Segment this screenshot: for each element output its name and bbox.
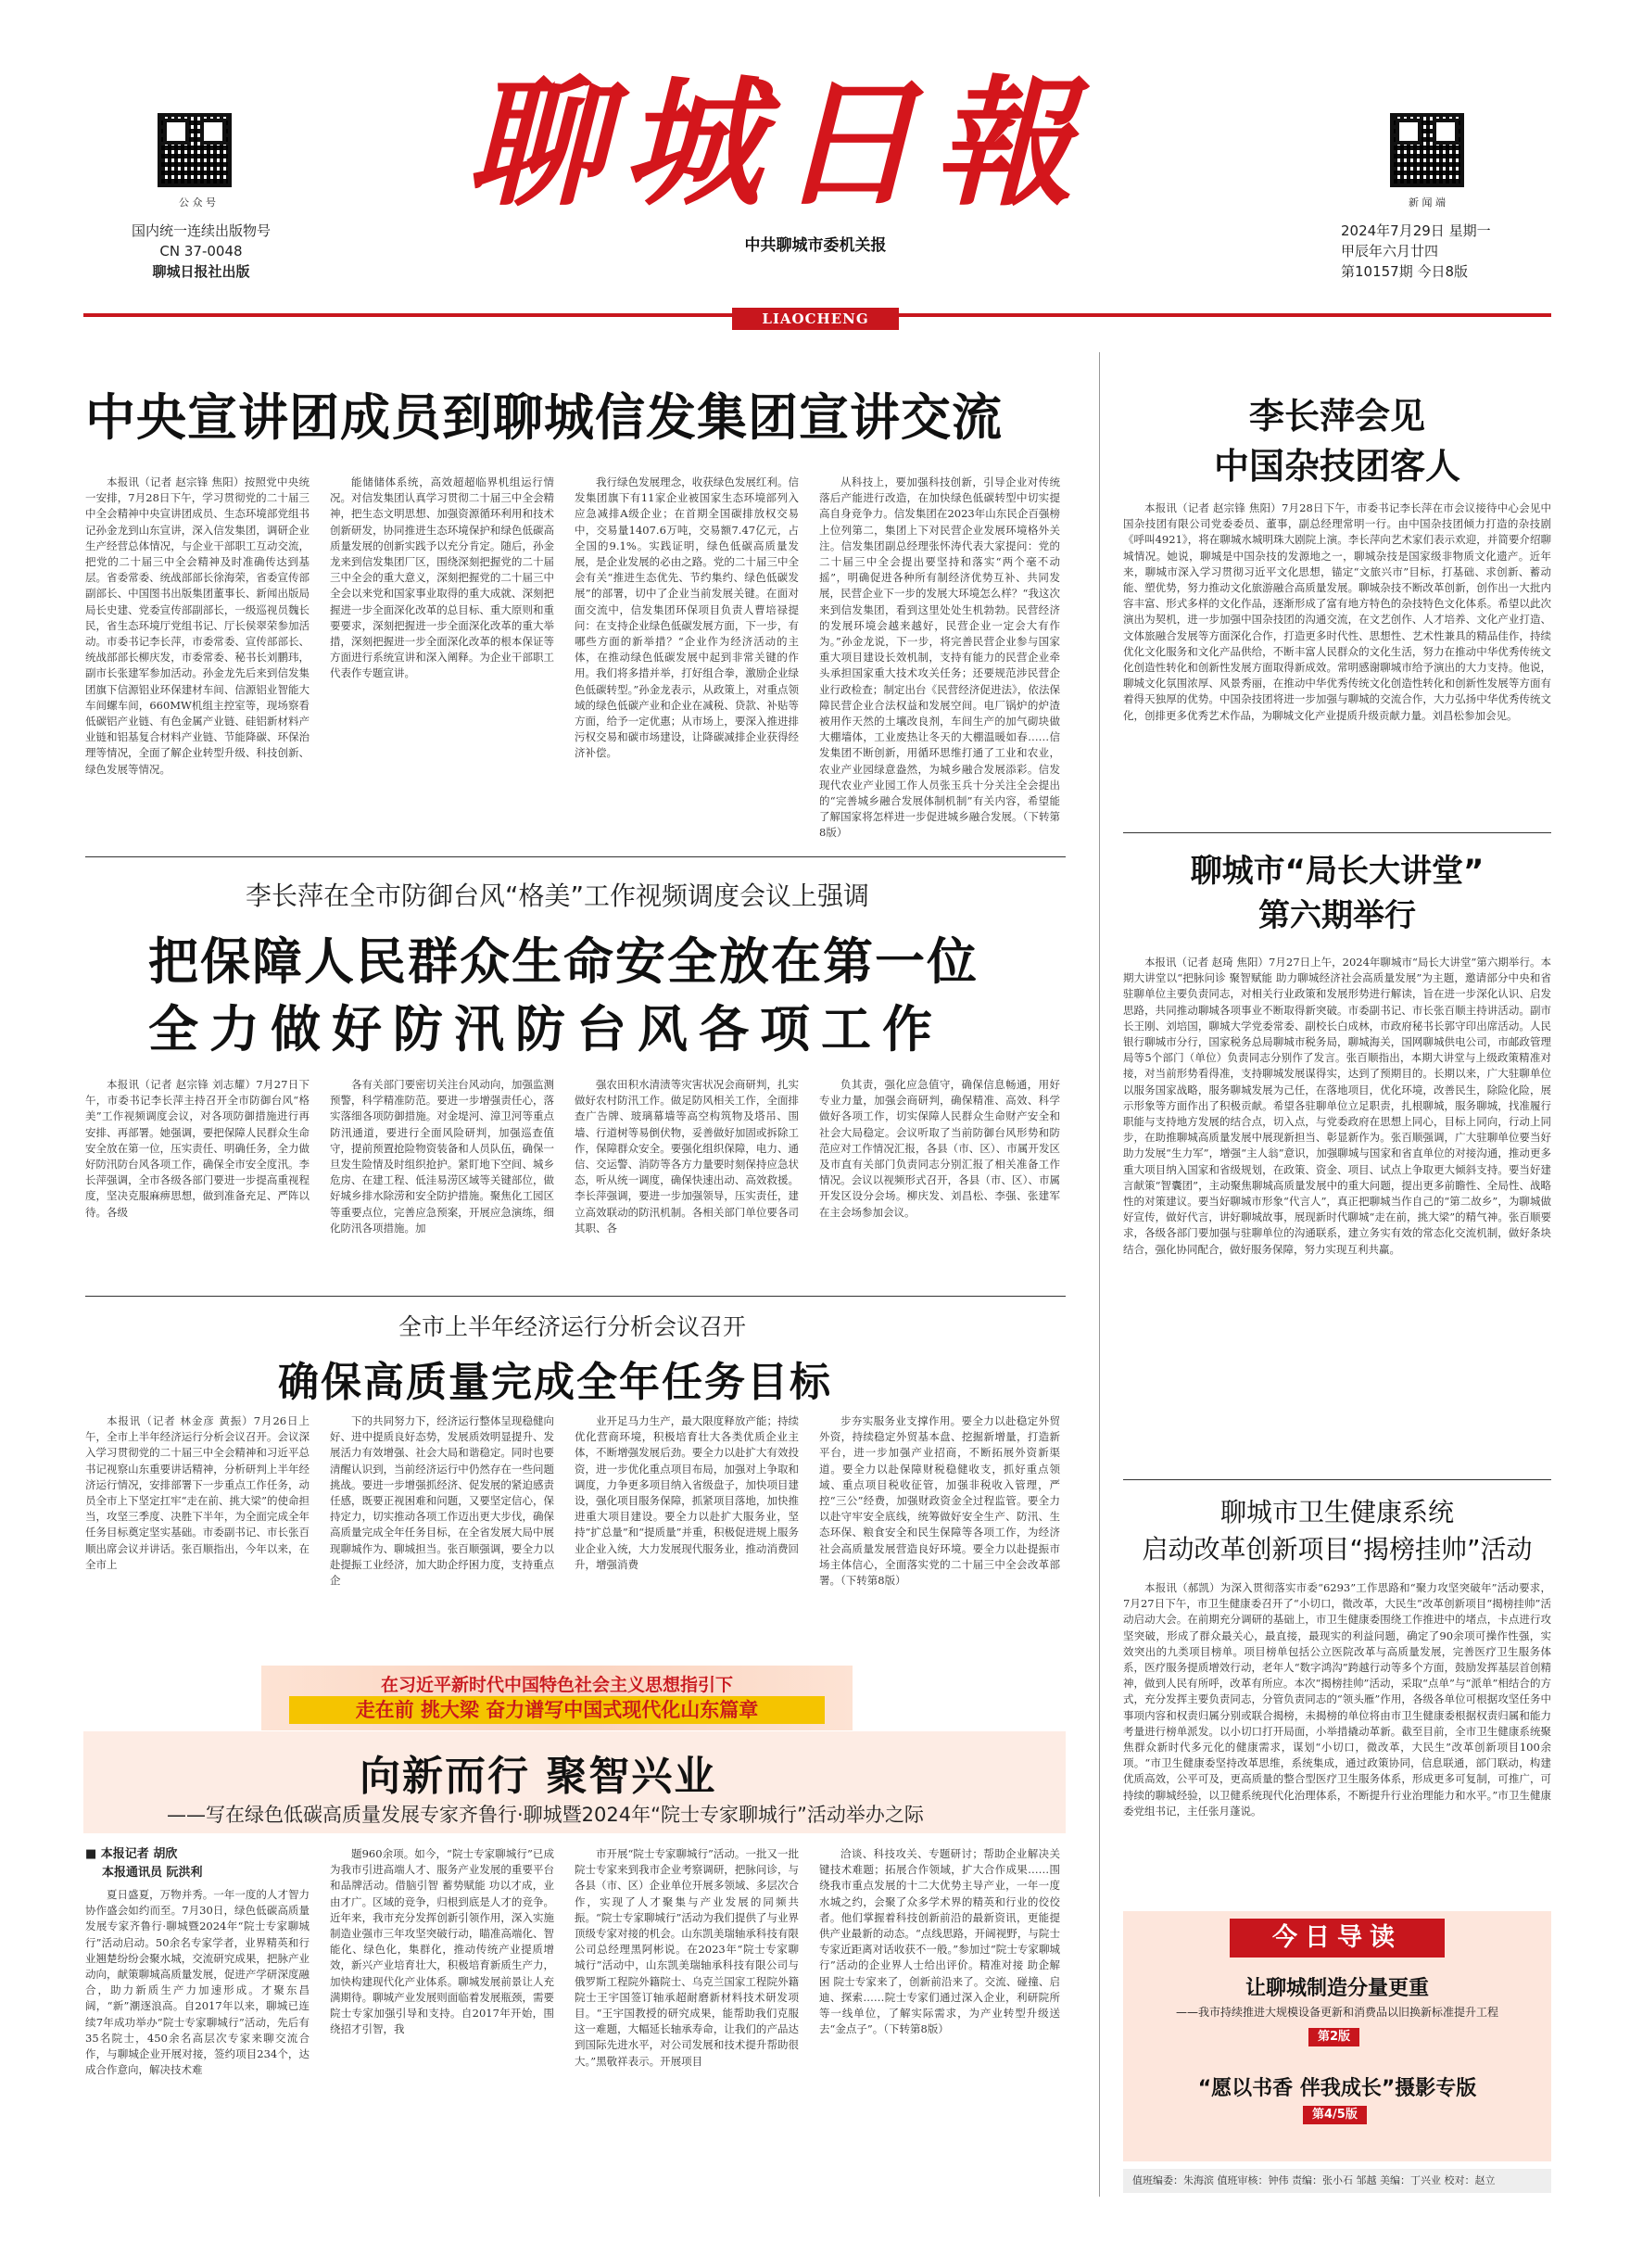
theme-banner: [261, 1666, 853, 1730]
column-divider: [1099, 352, 1100, 2197]
a1-col-3: 我行绿色发展理念，收获绿色发展红利。信发集团旗下有11家企业被国家生态环境部列入应急减排A级企业；在首期全国碳排放权交易中，交易量1407.6万吨，交易额7.47亿元，占全国的9.1%。实践证明，绿色低碳高质量发展，是企业发展的必由之路。党的二十届三中全会有关“推进生态优先、节约集约、绿色低碳发展”的部署，切中了企业当前发展关键。在面对面交流中，信发集团环保项目负责人曹培禄提问：在支持企业绿色低碳发展方面，下一步，有哪些方面的新举措？“企业作为经济活动的主体，在推动绿色低碳发展中起到非常关键的作用。我们将多措并举，打好组合拳，激励企业绿色低碳转型。”孙金龙表示，从政策上，对重点领域的绿色低碳产业和企业在减税、贷款、补贴等方面，给予一定优惠；从市场上，要深入推进排污权交易和碳市场建设，让降碳减排企业获得经济补偿。: [575, 475, 799, 760]
a2-body: 本报讯（记者 赵宗锋 焦阳）7月28日下午，市委书记李长萍在市会议接待中心会见中国杂技团有限公司党委委员、董事，副总经理常明一行。由中国杂技团倾力打造的杂技剧《呼叫4921》，将在聊城水城明珠大剧院上演。李长萍向艺术家们表示欢迎，并简要介绍聊城情况。她说，聊城是中国杂技的发源地之一，聊城杂技是国家级非物质文化遗产。近年来，聊城市深入学习贯彻习近平文化思想，锚定“文旅兴市”目标，打基础、求创新、蓄动能、塑优势，努力推动文化旅游融合高质量发展。聊城杂技不断改革创新，创作出一大批内容丰富、形式多样的文化作品，逐渐形成了富有地方特色的杂技特色文化体系。希望以此次演出为契机，进一步加强中国杂技团的沟通交流，在文艺创作、人才培养、文化产业打造、文体旅融合发展等方面深化合作，打造更多时代性、思想性、艺术性兼具的精品佳作，持续优化文化服务和文化产品供给，不断丰富人民群众的文化生活，努力在推动中华优秀传统文化创造性转化和创新性发展方面取得新成效。常明感谢聊城市给予演出的大力支持。他说，聊城文化氛围浓厚、风景秀丽，在推动中华优秀传统文化创造性转化和创新性发展等方面有着得天独厚的优势。中国杂技团将进一步加强与聊城的交流合作，大力弘扬中华优秀传统文化，创排更多优秀艺术作品，为聊城文化产业提质升级贡献力量。刘昌松参加会见。: [1123, 501, 1551, 722]
qr-code-right: [1390, 113, 1464, 187]
guide-item-1-subtitle: ——我市持续推进大规模设备更新和消费品以旧换新标准提升工程: [1175, 2006, 1498, 2019]
divider: [1123, 1479, 1551, 1480]
publisher: 聊城日报社出版: [152, 263, 250, 280]
a7-headline-1: 聊城市卫生健康系统: [1219, 1497, 1454, 1527]
guide-item-2-page[interactable]: 第4/5版: [1303, 2106, 1367, 2124]
masthead-subtitle: 中共聊城市委机关报: [744, 236, 887, 255]
a3-col-1: 本报讯（记者 赵宗锋 刘志耀）7月27日下午，市委书记李长萍主持召开全市防御台风“格美”工作视频调度会议，对各项防御措施进行再安排、再部署。她强调，要把保障人民群众生命安全放在第一位，压实责任、明确任务，全力做好防汛防台风各项工作，确保全市安全度汛。李长萍强调，全市各级各部门要进一步提高重视程度，坚决克服麻痹思想，做到准备充足、严阵以待。各级: [85, 1078, 310, 1219]
a5-byline-1: ■ 本报记者 胡欣: [85, 1847, 178, 1861]
divider: [85, 1296, 1066, 1297]
qr-code-left: [158, 113, 232, 187]
a5-col-2: 题960余项。如今，“院士专家聊城行”已成为我市引进高端人才、服务产业发展的重要平台和品牌活动。借脑引智 蓄势赋能 功以才成，业由才广。区域的竞争，归根到底是人才的竞争。近年来，我市充分发挥创新引领作用，深入实施制造业强市三年攻坚突破行动，瞄准高端化、智能化、绿色化，集群化，推动传统产业提质增效，新兴产业培育壮大，积极培育新质生产力，加快构建现代化产业体系。聊城发展前景让人充满期待。聊城产业发展则面临着发展瓶颈，需要院士专家加强引导和支持。自2017年开始，围绕招才引智，我: [330, 1847, 554, 2036]
guide-item-2-title[interactable]: “愿以书香 伴我成长”摄影专版: [1197, 2077, 1477, 2100]
a5-col-1: 夏日盛夏，万物并秀。一年一度的人才智力协作盛会如约而至。7月30日，绿色低碳高质量发展专家齐鲁行·聊城暨2024年“院士专家聊城行”活动启动。50余名专家学者，业界精英和行业翘楚纷纷会聚水城，交流研究成果，把脉产业动向，献策聊城高质量发展，促进产学研深度融合，助力新质生产力加速形成。才聚东昌阔，“新”潮逐浪高。自2017年以来，聊城已连续7年成功举办“院士专家聊城行”活动，先后有35名院士，450余名高层次专家来聊交流合作，与聊城企业开展对接，签约项目234个，达成合作意向，解决技术难: [85, 1888, 310, 2077]
a1-col-1: 本报讯（记者 赵宗锋 焦阳）按照党中央统一安排，7月28日下午，学习贯彻党的二十届三中全会精神中央宣讲团成员、生态环境部党组书记孙金龙到山东宣讲，深入信发集团，调研企业生产经营总体情况，与企业干部职工互动交流，把党的二十届三中全会精神及时准确传达到基层。省委常委、统战部部长徐海荣，省委宣传部副部长、中国图书出版集团董事长、新闻出版局局长史建、党委宣传部副部长，一级巡视员魏长民，省生态环境厅党组书记、厅长侯翠荣参加活动。市委书记李长萍，市委常委、宣传部部长、统战部部长柳庆发，市委常委、秘书长刘鹏玮，副市长张建军参加活动。孙金龙先后来到信发集团旗下信源铝业环保建材车间、信源铝业智能大车间螺车间，660MW机组主控室等，现场察看低碳铝产业链、有色金属产业链、硅铝新材料产业链和铝基复合材料产业链、节能降碳、环保治理等情况，全面了解企业转型升级、科技创新、绿色发展等情况。: [85, 475, 310, 776]
guide-item-1-page[interactable]: 第2版: [1308, 2028, 1359, 2046]
divider: [85, 856, 1066, 857]
a5-col-3: 市开展“院士专家聊城行”活动。一批又一批院士专家来到我市企业考察调研，把脉问诊，与各县（市、区）企业单位开展多领域、多层次合作，实现了人才聚集与产业发展的同频共振。“院士专家聊城行”活动为我们提供了与业界顶级专家对接的机会。山东凯美瑞轴承科技有限公司总经理黑阿彬说。在2023年“院士专家聊城行”活动中，山东凯美瑞轴承科技有限公司与俄罗斯工程院外籍院士、乌克兰国家工程院外籍院士王宇国签订轴承超耐磨新材料技术研发项目。“王宇国教授的研究成果，能帮助我们克服这一难题，大幅延长轴承寿命，让我们的产品达到国际先进水平，对公司发展和技术提升帮助很大。”黑敬祥表示。开展项目: [575, 1847, 799, 2068]
a1-col-4: 从科技上，要加强科技创新，引导企业对传统落后产能进行改造，在加快绿色低碳转型中切实提高自身竞争力。信发集团在2023年山东民企百强榜上位列第二，集团上下对民营企业发展环境格外关注。信发集团副总经理张怀涛代表大家提问：党的二十届三中全会提出要坚持和落实“两个毫不动摇”，明确促进各种所有制经济优势互补、共同发展，民营企业下一步的发展大环境怎么样？“我这次来到信发集团，看到这里处处生机勃勃。民营经济的发展环境会越来越好，民营企业一定会大有作为。”孙金龙说，下一步，将完善民营企业参与国家重大项目建设长效机制，支持有能力的民营企业牵头承担国家重大技术攻关任务；还要规范涉民营企业行政检查；制定出台《民营经济促进法》，依法保障民营企业合法权益和发展空间。电厂锅炉的炉渣被用作天然的土壤改良剂，车间生产的加气砌块做大棚墙体，工业废热让冬天的大棚温暖如春……信发集团不断创新，用循环思维打通了工业和农业，农业产业园绿意盎然，为城乡融合发展添彩。信发现代农业产业园工作人员张玉兵十分关注全会提出的“完善城乡融合发展体制机制”有关内容，希望能了解国家将怎样进一步促进城乡融合发展。（下转第8版）: [819, 475, 1060, 840]
todays-guide: [1123, 1911, 1551, 2161]
divider: [1123, 832, 1551, 833]
a4-col-3: 业开足马力生产，最大限度释放产能；持续优化营商环境，积极培育壮大各类优质企业主体，不断增强发展后劲。要全力以赴扩大有效投资，进一步优化重点项目布局，加强对上争取和调度，力争更多项目纳入省级盘子，加快项目建设，强化项目服务保障，抓紧项目落地，加快推进重大项目建设。要全力以赴扩大服务业，坚持“扩总量”和“提质量”并重，积极促进规上服务业企业入统，大力发展现代服务业，推动消费回升，增强消费: [575, 1414, 799, 1571]
a1-col-2: 能储储体系统，高效超超临界机组运行情况。对信发集团认真学习贯彻二十届三中全会精神，把生态文明思想、加强资源循环利用和技术创新研发，协同推进生态环境保护和绿色低碳高质量发展的创新实践予以充分肯定。随后，孙金龙来到信发集团厂区，围绕深刻把握党的二十届三中全会的重大意义，深刻把握党的二十届三中全会以来党和国家事业取得的重大成就、深刻把握进一步全面深化改革的总目标、重大原则和重要要求，深刻把握进一步全面深化改革的重大举措，深刻把握进一步全面深化改革的根本保证等方面进行系统宣讲和深入阐释。为企业干部职工代表作专题宣讲。: [330, 475, 554, 680]
issue-number: 第10157期 今日8版: [1341, 263, 1469, 280]
a6-headline-2: 第六期举行: [1258, 897, 1416, 934]
lunar-date: 甲辰年六月廿四: [1341, 243, 1439, 260]
a6-headline-1: 聊城市“局长大讲堂”: [1190, 853, 1485, 890]
a3-col-4: 负其责，强化应急值守，确保信息畅通，用好专业力量，加强会商研判，确保精准、高效、科学做好各项工作，切实保障人民群众生命财产安全和社会大局稳定。会议听取了当前防御台风形势和防范应对工作情况汇报，各县（市、区）、市属开发区及市直有关部门负责同志分别汇报了相关准备工作情况。会议以视频形式召开，各县（市、区）、市属开发区设分会场。柳庆发、刘昌松、李强、张建军在主会场参加会议。: [819, 1078, 1060, 1219]
a3-headline-1: 把保障人民群众生命安全放在第一位: [148, 932, 979, 991]
a3-headline-2: 全力做好防汛防台风各项工作: [148, 1000, 943, 1058]
pub-number: 国内统一连续出版物号: [131, 222, 271, 239]
a4-col-4: 步夯实服务业支撑作用。要全力以赴稳定外贸外资，持续稳定外贸基本盘、挖掘新增量，打造新平台，进一步加强产业招商，不断拓展外资新渠道。要全力以赴保障财税稳健收支，抓好重点领域、重点项目税收征管，加强非税收入管理，严控“三公”经费，加强财政资金全过程监管。要全力以赴守牢安全底线，统筹做好安全生产、防汛、生态环保、粮食安全和民生保障等各项工作，为经济社会高质量发展营造良好环境。要全力以赴提振市场主体信心，全面落实党的二十届三中全会改革部署。（下转第8版）: [819, 1414, 1060, 1588]
issue-date: 2024年7月29日 星期一: [1341, 222, 1491, 239]
a3-col-2: 各有关部门要密切关注台风动向，加强监测预警，科学精准防范。要进一步增强责任心，落实落细各项防御措施。对金堤河、漳卫河等重点防汛通道，要进行全面风险研判，加强巡查值守，提前预置抢险物资装备和人员队伍，确保一旦发生险情及时组织抢护。紧盯地下空间、城乡危房、在建工程、低洼易涝区域等关键部位，做好城乡排水除涝和安全防护措施。聚焦化工园区等重要点位，完善应急预案，开展应急演练，细化防汛各项措施。加: [330, 1078, 554, 1235]
a7-body: 本报讯（郝凯）为深入贯彻落实市委“6293”工作思路和“聚力攻坚突破年”活动要求，7月27日下午，市卫生健康委召开了“小切口，微改革，大民生”改革创新项目“揭榜挂帅”活动启动大会。在前期充分调研的基础上，市卫生健康委围绕工作推进中的堵点，卡点进行攻坚突破，形成了群众最关心，最直接，最现实的利益问题，确定了90余项可操作性强，实效突出的九类项目榜单。项目榜单包括公立医院改革与高质量发展，完善医疗卫生服务体系，医疗服务提质增效行动，老年人“数字鸿沟”跨越行动等多个方面，鼓励发挥基层首创精神，做到人民有所呼，改革有所应。本次“揭榜挂帅”活动，采取“点单”与“派单”相结合的方式，充分发挥主要负责同志，分管负责同志的“领头雁”作用，各级各单位可根据攻坚任务中事项内容和权责归属分别或联合揭榜，未揭榜的单位将由市卫生健康委根据权责归属和能力考量进行榜单派发。以小切口打开局面，小举措撬动革新。截至目前，全市卫生健康系统聚焦群众新时代多元化的健康需求，谋划“小切口，微改革，大民生”改革创新项目100余项。“市卫生健康委坚持改革思维，系统集成，通过政策协同，信息联通，部门联动，构建优质高效，公平可及，更高质量的整合型医疗卫生服务体系，形成更多可复制，可推广，可持续的聊城经验，以卫健系统现代化治理体系，不断提升行业治理能力和水平。”市卫生健康委党组书记，主任张月蓬说。: [1123, 1581, 1551, 1818]
banner-line-1: 在习近平新时代中国特色社会主义思想指引下: [380, 1675, 733, 1695]
a4-kicker: 全市上半年经济运行分析会议召开: [398, 1313, 747, 1340]
a4-col-2: 下的共同努力下，经济运行整体呈现稳健向好、进中提质良好态势，发展质效明显提升、发展活力有效增强、社会大局和谐稳定。同时也要清醒认识到，当前经济运行中仍然存在一些问题挑战。要进一步增强抓经济、促发展的紧迫感责任感，既要正视困难和问题，又要坚定信心，保持定力，切实推动各项工作迈出更大步伐，确保高质量完成全年任务目标，在全省发展大局中展现聊城作为、聊城担当。张百顺强调，要全力以赴提振工业经济，加大助企纾困力度，支持重点企: [330, 1414, 554, 1588]
a3-kicker: 李长萍在全市防御台风“格美”工作视频调度会议上强调: [246, 881, 870, 911]
banner-line-2: 走在前 挑大梁 奋力谱写中国式现代化山东篇章: [289, 1696, 825, 1724]
a1-headline: 中央宣讲团成员到聊城信发集团宣讲交流: [85, 388, 1003, 447]
qr-left-label: 公 众 号: [179, 196, 216, 209]
editor-credits: 值班编委：朱海滨 值班审核：钟伟 责编：张小石 邹越 美编：丁兴业 校对：赵立: [1123, 2169, 1551, 2193]
a6-body: 本报讯（记者 赵琦 焦阳）7月27日上午，2024年聊城市“局长大讲堂”第六期举行。本期大讲堂以“把脉问诊 聚智赋能 助力聊城经济社会高质量发展”为主题，邀请部分中央和省驻聊单位主要负责同志，对相关行业政策和发展形势进行解读，旨在进一步深化认识、启发思路，共同推动聊城各项事业不断取得新突破。市委副书记、市长张百顺主持讲活动。副市长王刚、刘培国，聊城大学党委常委、副校长白成林，市政府秘书长郭守印出席活动。人民银行聊城市分行，国家税务总局聊城市税务局，聊城海关，国网聊城供电公司，市邮政管理局等5个部门（单位）负责同志分别作了发言。张百顺指出，本期大讲堂与上级政策精准对接，对当前形势看得准，支持聊城发展谋得实，达到了预期目的。长期以来，广大驻聊单位以服务国家战略，服务聊城发展为己任，在落地项目，优化环境，改善民生，除险化险，展示形象等方面作出了积极贡献。希望各驻聊单位立足职责，扎根聊城，服务聊城，找准履行职能与支持地方发展的结合点，切入点，与党委政府在思想上同心，目标上同向，行动上同步，在助推聊城高质量发展中展现新担当、彰显新作为。张百顺强调，广大驻聊单位要当好助力发展“生力军”，增强“主人翁”意识，加强聊城与国家和省直单位的对接沟通，推动更多重大项目纳入国家和省级规划，在政策、资金、项目、试点上争取更大倾斜支持。要当好建言献策“智囊团”，主动聚焦聊城高质量发展中的重大问题，提出更多前瞻性、全局性、战略性的对策建议。要当好聊城市形象“代言人”，真正把聊城当作自己的“第二故乡”，为聊城做好宣传，做好代言，讲好聊城故事，展现新时代聊城“走在前，挑大梁”的精气神。张百顺要求，各级各部门要加强与驻聊单位的沟通联系，建立务实有效的常态化交流机制，做好条块结合，强化协同配合，做好服务保障，努力实现互利共赢。: [1123, 956, 1551, 1256]
a4-col-1: 本报讯（记者 林金彦 黄振）7月26日上午，全市上半年经济运行分析会议召开。会议深入学习贯彻党的二十届三中全会精神和习近平总书记视察山东重要讲话精神，分析研判上半年经济运行情况，安排部署下一步重点工作任务，动员全市上下坚定扛牢“走在前、挑大梁”的使命担当，攻坚三季度、决胜下半年，为全面完成全年任务目标奠定坚实基础。市委副书记、市长张百顺出席会议并讲话。张百顺指出，今年以来，在全市上: [85, 1414, 310, 1571]
a5-subtitle: ——写在绿色低碳高质量发展专家齐鲁行·聊城暨2024年“院士专家聊城行”活动举办之际: [167, 1804, 924, 1826]
a2-headline-1: 李长萍会见: [1248, 396, 1425, 437]
pinyin-tag: LIAOCHENG RIBAO: [732, 308, 899, 330]
a4-headline: 确保高质量完成全年任务目标: [278, 1359, 832, 1406]
qr-right-label: 新 闻 端: [1409, 196, 1446, 209]
a3-col-3: 强农田积水清渍等灾害状况会商研判，扎实做好农村防汛工作。做足防风相关工作，全面排查广告牌、玻璃幕墙等高空构筑物及塔吊、围墙、行道树等易倒伏物，妥善做好加固或拆除工作，保障群众安全。要强化组织保障，电力、通信、交运警、消防等各方力量要时刻保持应急状态，听从统一调度，确保快速出动、高效救援。李长萍强调，要进一步加强领导，压实责任，建立高效联动的防汛机制。各相关部门单位要各司其职、各: [575, 1078, 799, 1235]
a2-headline-2: 中国杂技团客人: [1213, 446, 1460, 487]
a5-headline: 向新而行 聚智兴业: [360, 1753, 717, 1800]
cn-number: CN 37-0048: [159, 243, 243, 260]
a5-col-4: 洽谈、科技攻关、专题研讨；帮助企业解决关键技术难题；拓展合作领域，扩大合作成果……围绕我市重点发展的十二大优势主导产业，一年一度水城之约，会聚了众多学术界的精英和行业的佼佼者。他们掌握着科技创新前沿的最新资讯，更能提供产业最新的动态。“点线思路，开阔视野，与院士专家近距离对话收获不一般。”参加过“院士专家聊城行”活动的企业界人士给出评价。精准对接 助企解困 院士专家来了，创新前沿来了。交流、碰撞、启迪、探索……院士专家们通过深入企业，利研院所等一线单位，了解实际需求，为产业转型升级送去“金点子”。（下转第8版）: [819, 1847, 1060, 2036]
a5-byline-2: 本报通讯员 阮洪利: [102, 1866, 203, 1880]
a7-headline-2: 启动改革创新项目“揭榜挂帅”活动: [1142, 1534, 1533, 1565]
guide-title: 今日导读: [1230, 1919, 1445, 1958]
newspaper-logo: 聊城日報: [466, 62, 1090, 225]
guide-item-1-title[interactable]: 让聊城制造分量更重: [1245, 1977, 1429, 2000]
